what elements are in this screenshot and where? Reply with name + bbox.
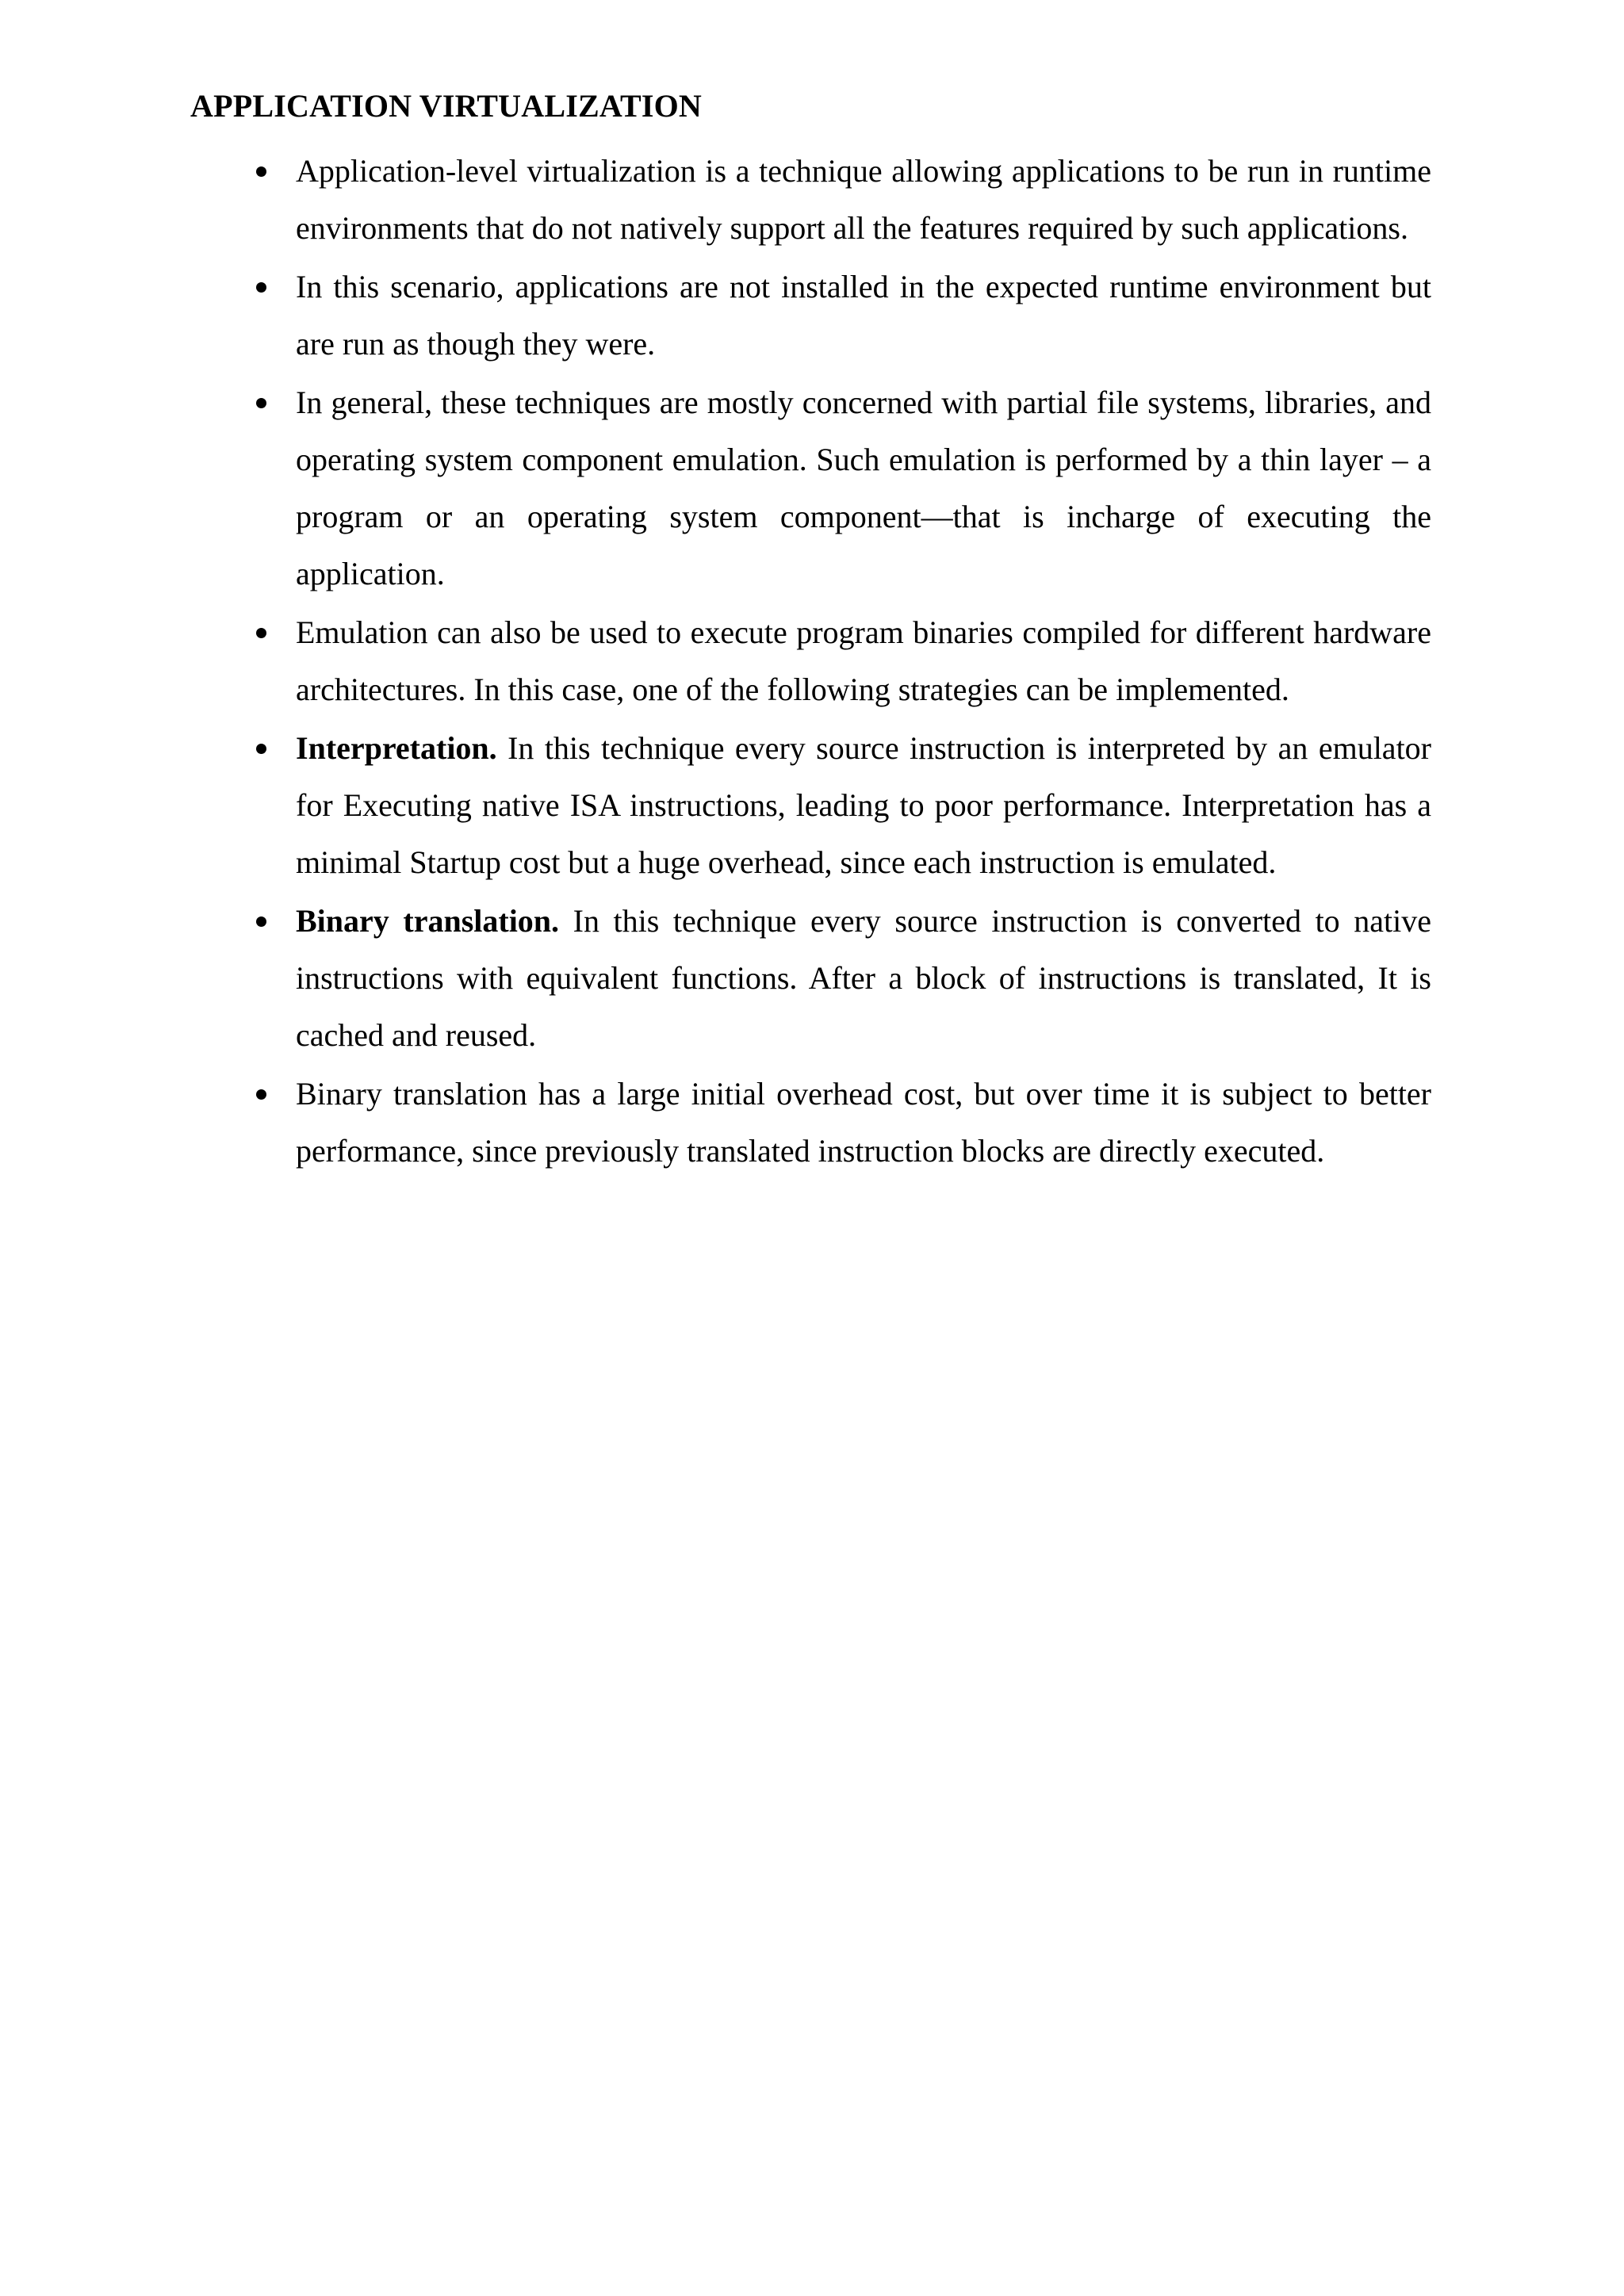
bullet-dot-icon (253, 893, 269, 950)
bullet-item (296, 604, 1431, 718)
bullet-text: Application-level virtualization is a technique allowing applications to be run in runtime environments that do not natively support all the features required by such applications. (296, 153, 1431, 246)
bullet-lead: Binary translation. (296, 903, 560, 939)
bullet-text: In general, these techniques are mostly concerned with partial file systems, libraries, and operating system component emulation. Such emulation is performed by a thin layer – a program or an operating system component—that is incharge of executing the application. (296, 385, 1431, 591)
bullet-list (296, 143, 1431, 1181)
bullet-item (296, 720, 1431, 891)
bullet-item (296, 893, 1431, 1064)
bullet-text: Binary translation has a large initial overhead cost, but over time it is subject to better performance, since previously translated instruction blocks are directly executed. (296, 1076, 1431, 1169)
bullet-dot-icon (253, 604, 269, 661)
bullet-dot-icon (253, 258, 269, 316)
bullet-dot-icon (253, 374, 269, 431)
bullet-item (296, 1066, 1431, 1180)
bullet-item (296, 374, 1431, 603)
bullet-dot-icon (253, 143, 269, 200)
bullet-item (296, 258, 1431, 373)
bullet-text: In this scenario, applications are not installed in the expected runtime environment but are run as though they were. (296, 269, 1431, 362)
bullet-text: In this technique every source instruction is converted to native instructions with equivalent functions. After a block of instructions is translated, It is cached and reused. (296, 903, 1431, 1053)
bullet-text: In this technique every source instruction is interpreted by an emulator for Executing native ISA instructions, leading to poor performance. Interpretation has a minimal Startup cost but a huge overhead, since each instruction is emulated. (296, 730, 1431, 880)
bullet-item (296, 143, 1431, 257)
bullet-dot-icon (253, 720, 269, 777)
bullet-dot-icon (253, 1066, 269, 1123)
bullet-lead: Interpretation. (296, 730, 497, 766)
bullet-text: Emulation can also be used to execute program binaries compiled for different hardware architectures. In this case, one of the following strategies can be implemented. (296, 614, 1431, 707)
page-heading: APPLICATION VIRTUALIZATION (190, 88, 703, 124)
